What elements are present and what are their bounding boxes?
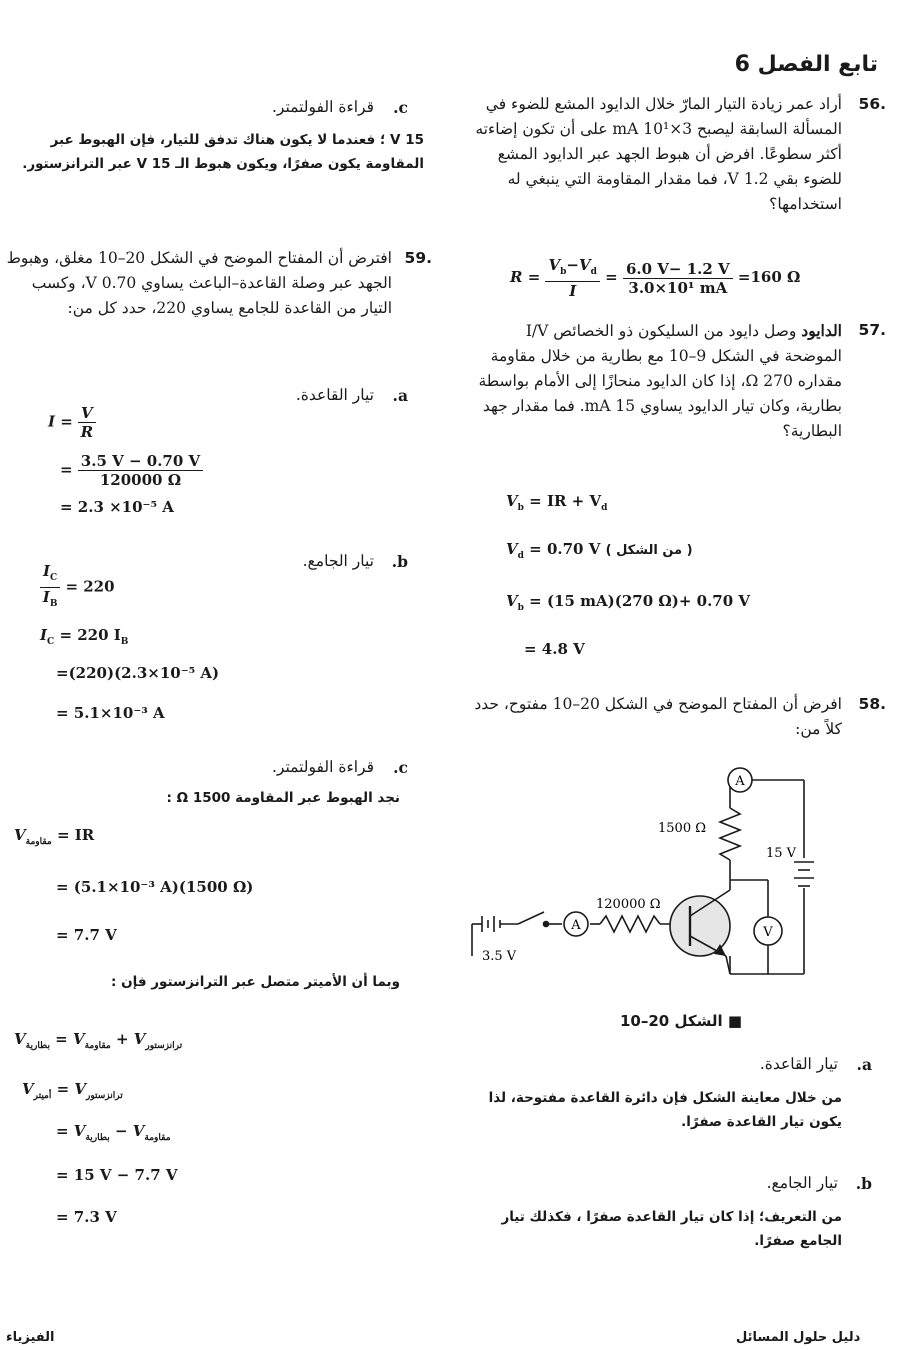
p59-c-eq2: = (5.1×10⁻³ A)(1500 Ω) <box>56 878 254 896</box>
problem-58-number: .58 <box>858 695 886 713</box>
figure-caption: ■ الشكل 20–10 <box>620 1012 743 1030</box>
p59-c-eq5b: = $V_{بطارية} - V_{مقاومة}$ <box>56 1122 171 1143</box>
resistor-120000-label: 120000 Ω <box>596 897 661 912</box>
page-title: تابع الفصل 6 <box>734 52 878 77</box>
p59-a-label: a. <box>392 386 408 405</box>
p59-b-label: b. <box>391 552 408 571</box>
p58-a-label: a. <box>856 1055 872 1074</box>
problem-57-eq4: = 4.8 V <box>524 640 585 658</box>
battery-15v-label: 15 V <box>766 846 797 861</box>
problem-57-eq3: $V_b = (15$ mA)(270 Ω)+ 0.70 V <box>506 592 751 613</box>
problem-57-text: الدايود وصل دايود من السليكون ذو الخصائص I/V الموضحة في الشكل 9–10 مع بطارية من خلال مقاومة مقداره 270 Ω، إذا كان الدايود منحازًا إلى الأمام بواسطة بطارية، وكان تيار الدايود يساوي 15 mA. فما مقدار جهد البطارية؟ <box>478 321 842 440</box>
p59-c-text: قراءة الفولتمتر. <box>272 758 374 776</box>
problem-57-eq1: $V_b$ = IR + $V_d$ <box>506 492 608 513</box>
p59-c-eq4: $V_{بطارية} = V_{مقاومة} + V_{ترانزستور}$ <box>14 1030 183 1051</box>
problem-58-text: افرض أن المفتاح الموضح في الشكل 20–10 مفتوح، حدد كلاً من: <box>474 695 842 738</box>
p59-a-eq3: = 2.3 ×10⁻⁵ A <box>60 498 174 516</box>
resistor-1500-label: 1500 Ω <box>658 821 706 836</box>
c-top-label: c. <box>393 98 408 117</box>
voltmeter-label: V <box>763 925 773 940</box>
problem-57-number: .57 <box>858 321 886 339</box>
p59-c-note2: وبما أن الأميتر متصل عبر الترانزستور فإن : <box>111 974 400 990</box>
p59-b-eq4: = 5.1×10⁻³ A <box>56 704 165 722</box>
p59-b-eq2: $I_C = 220$ $I_B$ <box>40 626 129 647</box>
problem-59-number: .59 <box>404 249 432 267</box>
p59-c-eq1: $V_{مقاومة}$ = IR <box>14 826 95 847</box>
ammeter-top-label: A <box>735 774 745 789</box>
problem-57-eq2: $V_d = 0.70$ V ( من الشكل ) <box>506 540 693 561</box>
p59-a-eq2: = $\frac{3.5 V - 0.70 V}{120000 \Omega}$ <box>60 452 203 489</box>
p59-c-eq7: = 7.3 V <box>56 1208 117 1226</box>
p59-c-note: نجد الهبوط عبر المقاومة 1500 Ω : <box>166 790 400 806</box>
problem-59-text: افترض أن المفتاح الموضح في الشكل 20–10 مغلق، وهبوط الجهد عبر وصلة القاعدة–الباعث يساوي 0.70 V، وكسب التيار من القاعدة للجامع يساوي 220، حدد كل من: <box>6 249 392 317</box>
ammeter-left-label: A <box>571 918 581 933</box>
p59-b-text: تيار الجامع. <box>302 552 374 570</box>
problem-56-number: .56 <box>858 95 886 113</box>
p59-c-eq6: = 15 V − 7.7 V <box>56 1166 178 1184</box>
circuit-figure <box>468 760 818 990</box>
p59-c-eq3: = 7.7 V <box>56 926 117 944</box>
p58-a-text: تيار القاعدة. <box>759 1055 838 1073</box>
c-top-answer: 15 V ؛ فعندما لا يكون هناك تدفق للتيار، فإن الهبوط عبر المقاومة يكون صفرًا، ويكون هبوط الـ 15 V عبر الترانزستور. <box>22 132 424 172</box>
p59-a-text: تيار القاعدة. <box>295 386 374 404</box>
footer-left: الفيزياء <box>6 1330 55 1345</box>
p58-b-text: تيار الجامع. <box>766 1174 838 1192</box>
problem-56-text: أراد عمر زيادة التيار المارّ خلال الدايود المشع للضوء في المسألة السابقة ليصبح 3×10¹ mA على أن تكون إضاءته أكثر سطوعًا. افرض أن هبوط الجهد عبر الدايود المشع للضوء بقي 1.2 V، فما مقدار المقاومة التي ينبغي له استخدامها؟ <box>475 95 842 213</box>
p59-b-eq3: =(220)(2.3×10⁻⁵ A) <box>56 664 220 682</box>
p59-b-eq1: $\frac{I_C}{I_B}$ = 220 <box>40 562 115 613</box>
battery-3-5v-label: 3.5 V <box>482 949 517 964</box>
p59-a-eq1: I = $\frac{V}{R}$ <box>48 404 96 441</box>
c-top-text: قراءة الفولتمتر. <box>272 98 374 116</box>
problem-56-equation: R = $\frac{V_b-V_d}{I}$ = $\frac{6.0 V- 1.2 V}{\text{3.0×10¹ mA}}$ =160 Ω <box>510 256 801 300</box>
footer-right: دليل حلول المسائل <box>736 1330 861 1345</box>
p58-b-label: b. <box>855 1174 872 1193</box>
p59-c-label: c. <box>393 758 408 777</box>
p58-a-answer: من خلال معاينة الشكل فإن دائرة القاعدة مفتوحة، لذا يكون تيار القاعدة صفرًا. <box>488 1090 842 1130</box>
p58-b-answer: من التعريف؛ إذا كان تيار القاعدة صفرًا ، فكذلك تيار الجامع صفرًا. <box>501 1209 842 1249</box>
p59-c-eq5: $V_{أميتر} = V_{ترانزستور}$ <box>22 1080 123 1101</box>
